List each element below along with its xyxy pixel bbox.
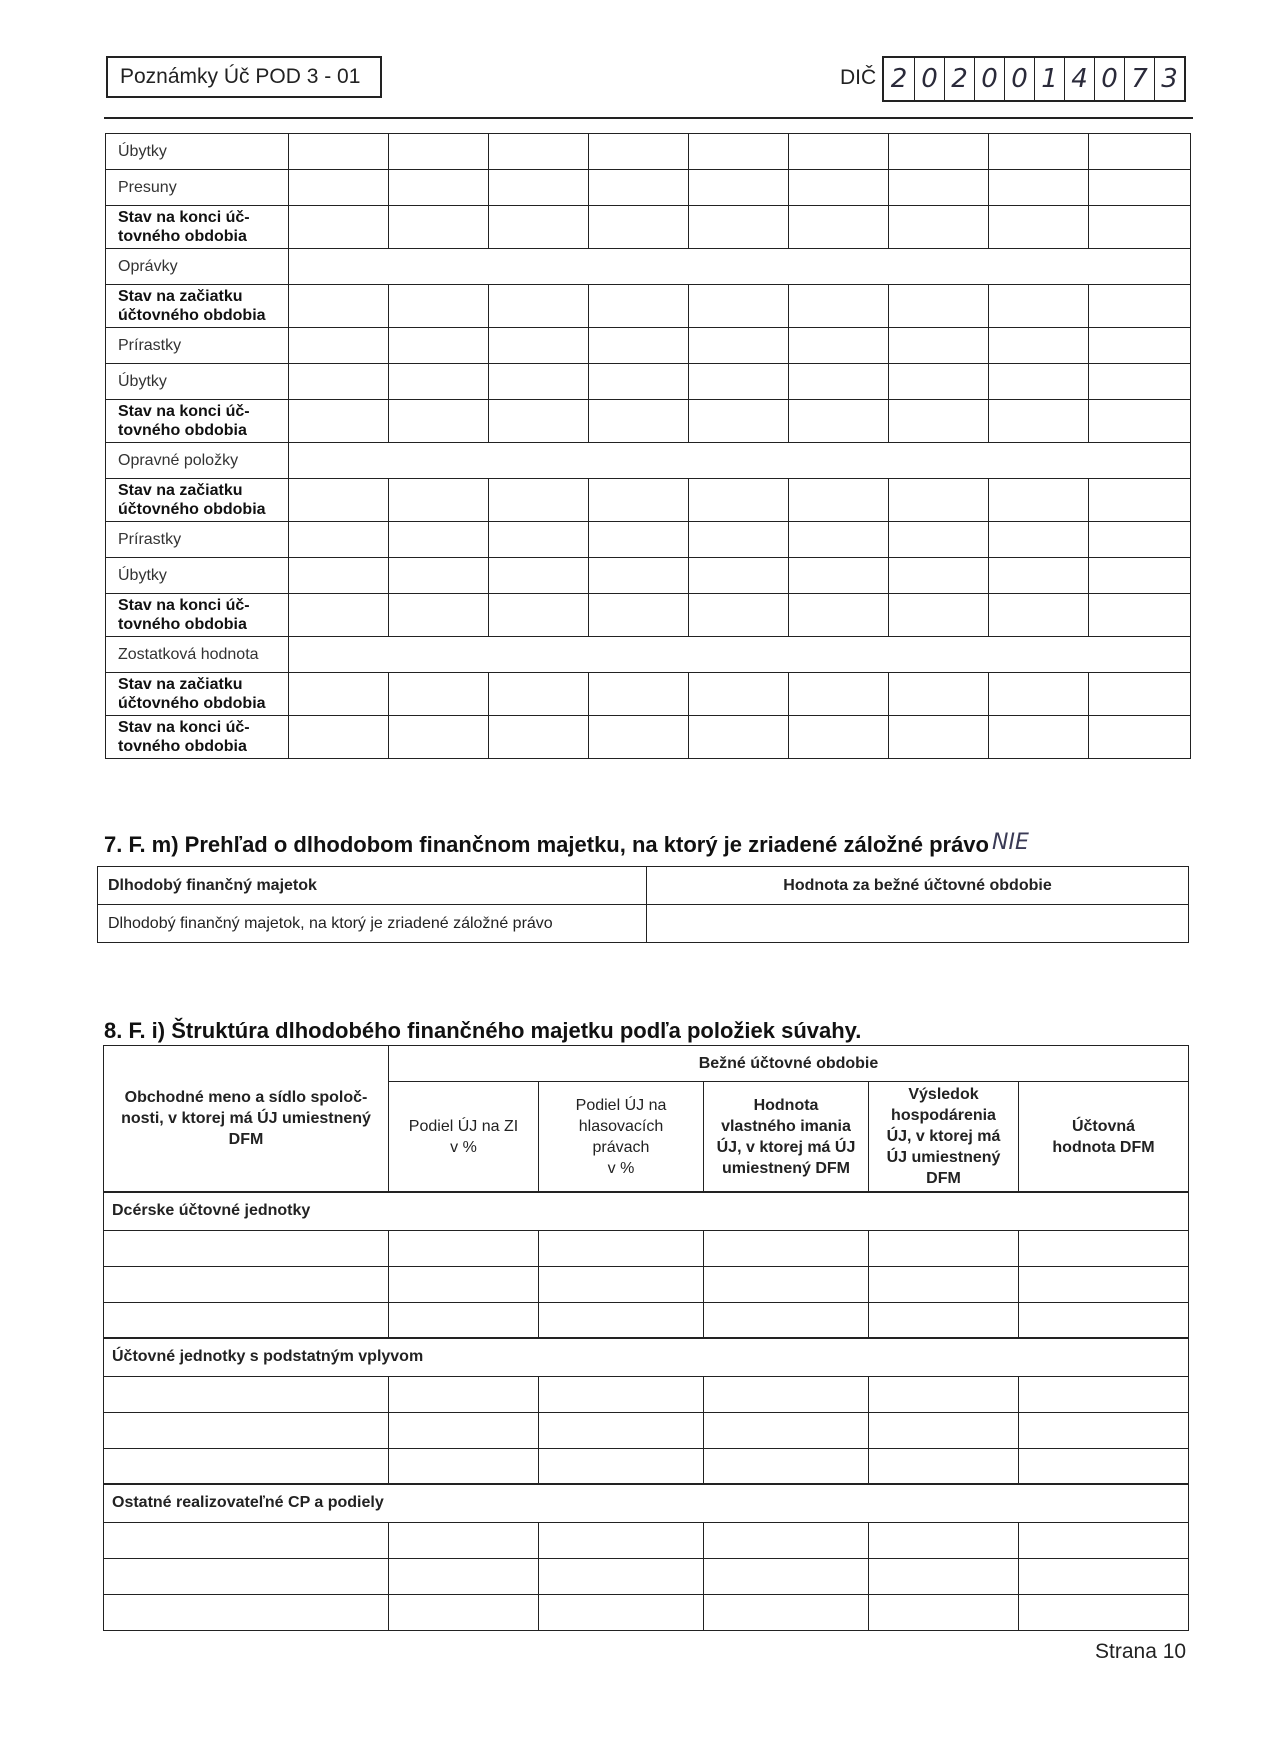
value-cell[interactable] [789, 206, 889, 249]
table-row [106, 170, 1191, 206]
value-cell[interactable] [104, 1230, 389, 1266]
value-cell[interactable] [289, 285, 389, 328]
table-row [106, 594, 1191, 637]
value-cell[interactable] [889, 328, 989, 364]
value-cell[interactable] [789, 170, 889, 206]
col-header-value: Hodnota za bežné účtovné obdobie [647, 867, 1189, 905]
value-cell[interactable] [1089, 170, 1191, 206]
value-cell[interactable] [689, 170, 789, 206]
row-label: Stav na začiatku účtovného obdobia [106, 479, 289, 522]
value-cell[interactable] [1089, 479, 1191, 522]
value-cell[interactable] [389, 716, 489, 759]
value-cell[interactable] [1089, 206, 1191, 249]
value-cell[interactable] [989, 364, 1089, 400]
value-cell[interactable] [104, 1594, 389, 1630]
value-cell[interactable] [789, 673, 889, 716]
table-row [104, 1376, 1189, 1412]
value-cell[interactable] [689, 285, 789, 328]
value-cell[interactable] [704, 1448, 869, 1484]
value-cell[interactable] [1089, 594, 1191, 637]
table-row [106, 637, 1191, 673]
value-cell[interactable] [589, 479, 689, 522]
value-cell[interactable] [589, 206, 689, 249]
value-cell[interactable] [389, 400, 489, 443]
value-cell[interactable] [889, 522, 989, 558]
section-spacer-cell [289, 637, 1191, 673]
row-label: Prírastky [106, 328, 289, 364]
value-cell[interactable] [489, 328, 589, 364]
value-cell[interactable] [389, 206, 489, 249]
table-row [104, 1302, 1189, 1338]
value-cell[interactable] [1089, 522, 1191, 558]
value-cell[interactable] [789, 479, 889, 522]
value-cell[interactable] [389, 1594, 539, 1630]
value-cell[interactable] [704, 1230, 869, 1266]
value-cell[interactable] [869, 1558, 1019, 1594]
value-cell[interactable] [889, 134, 989, 170]
dic-digit: 2 [944, 58, 974, 100]
row-label: Oprávky [106, 249, 289, 285]
value-cell[interactable] [104, 1302, 389, 1338]
group-label: Ostatné realizovateľné CP a podiely [104, 1484, 1189, 1522]
table-row [104, 1412, 1189, 1448]
value-cell[interactable] [389, 364, 489, 400]
row-label-pledged: Dlhodobý finančný majetok, na ktorý je zriadené záložné právo [98, 905, 647, 943]
value-cell[interactable] [869, 1522, 1019, 1558]
row-label: Stav na konci úč- tovného obdobia [106, 594, 289, 637]
value-cell[interactable] [539, 1522, 704, 1558]
value-cell[interactable] [589, 400, 689, 443]
form-title: Poznámky Úč POD 3 - 01 [106, 56, 382, 98]
row-label: Opravné položky [106, 443, 289, 479]
value-cell[interactable] [289, 594, 389, 637]
value-cell[interactable] [689, 400, 789, 443]
value-cell[interactable] [889, 170, 989, 206]
value-cell[interactable] [1019, 1448, 1189, 1484]
value-cell[interactable] [1089, 364, 1191, 400]
section-spacer-cell [289, 443, 1191, 479]
group-label: Účtovné jednotky s podstatným vplyvom [104, 1338, 1189, 1376]
col-header-equity: Hodnota vlastného imania ÚJ, v ktorej má ÚJ umiestnený DFM [704, 1082, 869, 1193]
value-cell[interactable] [704, 1594, 869, 1630]
value-cell[interactable] [1089, 716, 1191, 759]
value-cell[interactable] [869, 1412, 1019, 1448]
value-cell[interactable] [589, 594, 689, 637]
value-cell[interactable] [539, 1376, 704, 1412]
dic-digit: 7 [1124, 58, 1154, 100]
value-cell[interactable] [789, 134, 889, 170]
value-cell[interactable] [489, 522, 589, 558]
dic-label: DIČ [840, 66, 877, 89]
value-cell[interactable] [389, 1522, 539, 1558]
value-cell[interactable] [389, 1376, 539, 1412]
table-row [106, 443, 1191, 479]
value-cell[interactable] [389, 479, 489, 522]
value-cell[interactable] [389, 1448, 539, 1484]
value-cell[interactable] [489, 400, 589, 443]
value-cell[interactable] [989, 170, 1089, 206]
cell-pledged-value[interactable] [647, 905, 1189, 943]
period-header: Bežné účtovné obdobie [389, 1046, 1189, 1082]
table-row [106, 249, 1191, 285]
table-row [106, 400, 1191, 443]
dic-digit: 0 [974, 58, 1004, 100]
value-cell[interactable] [1019, 1376, 1189, 1412]
pledged-assets-table [97, 866, 1189, 943]
value-cell[interactable] [989, 400, 1089, 443]
value-cell[interactable] [104, 1448, 389, 1484]
value-cell[interactable] [704, 1266, 869, 1302]
value-cell[interactable] [489, 558, 589, 594]
table-row [106, 673, 1191, 716]
value-cell[interactable] [589, 285, 689, 328]
col-header-book-value: Účtovná hodnota DFM [1019, 1082, 1189, 1193]
value-cell[interactable] [489, 364, 589, 400]
value-cell[interactable] [389, 1230, 539, 1266]
value-cell[interactable] [789, 594, 889, 637]
value-cell[interactable] [989, 134, 1089, 170]
value-cell[interactable] [889, 285, 989, 328]
value-cell[interactable] [789, 522, 889, 558]
value-cell[interactable] [989, 673, 1089, 716]
row-label: Stav na konci úč- tovného obdobia [106, 716, 289, 759]
value-cell[interactable] [389, 1266, 539, 1302]
value-cell[interactable] [289, 558, 389, 594]
row-label: Presuny [106, 170, 289, 206]
dic-digit: 0 [914, 58, 944, 100]
value-cell[interactable] [1019, 1230, 1189, 1266]
value-cell[interactable] [539, 1558, 704, 1594]
value-cell[interactable] [589, 558, 689, 594]
value-cell[interactable] [539, 1266, 704, 1302]
value-cell[interactable] [289, 206, 389, 249]
row-label: Stav na konci úč- tovného obdobia [106, 206, 289, 249]
dic-digit: 0 [1094, 58, 1124, 100]
row-label: Stav na začiatku účtovného obdobia [106, 285, 289, 328]
table-row [106, 328, 1191, 364]
value-cell[interactable] [889, 479, 989, 522]
value-cell[interactable] [869, 1594, 1019, 1630]
value-cell[interactable] [1089, 134, 1191, 170]
row-label: Úbytky [106, 134, 289, 170]
value-cell[interactable] [289, 479, 389, 522]
value-cell[interactable] [889, 716, 989, 759]
value-cell[interactable] [389, 594, 489, 637]
value-cell[interactable] [104, 1376, 389, 1412]
value-cell[interactable] [704, 1522, 869, 1558]
value-cell[interactable] [989, 558, 1089, 594]
group-row [104, 1192, 1189, 1230]
value-cell[interactable] [1019, 1558, 1189, 1594]
value-cell[interactable] [289, 328, 389, 364]
value-cell[interactable] [289, 673, 389, 716]
table-row [106, 285, 1191, 328]
col-header-company: Obchodné meno a sídlo spoloč- nosti, v ktorej má ÚJ umiestnený DFM [104, 1046, 389, 1193]
dic-digit: 1 [1034, 58, 1064, 100]
value-cell[interactable] [389, 170, 489, 206]
value-cell[interactable] [989, 328, 1089, 364]
col-header-share-zi: Podiel ÚJ na ZI v % [389, 1082, 539, 1193]
value-cell[interactable] [889, 364, 989, 400]
value-cell[interactable] [704, 1376, 869, 1412]
value-cell[interactable] [589, 364, 689, 400]
value-cell[interactable] [104, 1558, 389, 1594]
value-cell[interactable] [869, 1448, 1019, 1484]
value-cell[interactable] [889, 673, 989, 716]
value-cell[interactable] [689, 364, 789, 400]
value-cell[interactable] [869, 1230, 1019, 1266]
value-cell[interactable] [989, 285, 1089, 328]
value-cell[interactable] [1019, 1522, 1189, 1558]
table-row [106, 206, 1191, 249]
section-7-title: 7. F. m) Prehľad o dlhodobom finančnom majetku, na ktorý je zriadené záložné právo [104, 832, 989, 857]
value-cell[interactable] [539, 1230, 704, 1266]
value-cell[interactable] [689, 134, 789, 170]
value-cell[interactable] [689, 328, 789, 364]
value-cell[interactable] [689, 206, 789, 249]
value-cell[interactable] [489, 716, 589, 759]
value-cell[interactable] [789, 716, 889, 759]
value-cell[interactable] [869, 1266, 1019, 1302]
value-cell[interactable] [889, 400, 989, 443]
group-row [104, 1338, 1189, 1376]
value-cell[interactable] [489, 479, 589, 522]
col-header-voting: Podiel ÚJ na hlasovacích právach v % [539, 1082, 704, 1193]
value-cell[interactable] [1089, 558, 1191, 594]
value-cell[interactable] [104, 1266, 389, 1302]
value-cell[interactable] [869, 1376, 1019, 1412]
value-cell[interactable] [539, 1302, 704, 1338]
value-cell[interactable] [489, 206, 589, 249]
page-number: Strana 10 [1095, 1640, 1187, 1663]
value-cell[interactable] [789, 400, 889, 443]
value-cell[interactable] [689, 479, 789, 522]
value-cell[interactable] [989, 522, 1089, 558]
row-label: Úbytky [106, 558, 289, 594]
value-cell[interactable] [989, 206, 1089, 249]
table-row [106, 716, 1191, 759]
value-cell[interactable] [589, 170, 689, 206]
value-cell[interactable] [689, 522, 789, 558]
section-spacer-cell [289, 249, 1191, 285]
table-row [104, 1266, 1189, 1302]
value-cell[interactable] [389, 522, 489, 558]
dic-digit: 3 [1154, 58, 1184, 100]
value-cell[interactable] [789, 285, 889, 328]
value-cell[interactable] [1019, 1412, 1189, 1448]
table-row [104, 1448, 1189, 1484]
table-row [106, 479, 1191, 522]
value-cell[interactable] [689, 594, 789, 637]
value-cell[interactable] [589, 134, 689, 170]
value-cell[interactable] [104, 1522, 389, 1558]
value-cell[interactable] [389, 134, 489, 170]
value-cell[interactable] [489, 285, 589, 328]
value-cell[interactable] [1089, 285, 1191, 328]
value-cell[interactable] [1089, 673, 1191, 716]
value-cell[interactable] [489, 170, 589, 206]
value-cell[interactable] [389, 1558, 539, 1594]
col-header-result: Výsledok hospodárenia ÚJ, v ktorej má ÚJ umiestnený DFM [869, 1082, 1019, 1193]
value-cell[interactable] [689, 673, 789, 716]
group-label: Dcérske účtovné jednotky [104, 1192, 1189, 1230]
row-label: Stav na začiatku účtovného obdobia [106, 673, 289, 716]
table-row [106, 558, 1191, 594]
value-cell[interactable] [869, 1302, 1019, 1338]
value-cell[interactable] [989, 479, 1089, 522]
value-cell[interactable] [589, 328, 689, 364]
value-cell[interactable] [789, 364, 889, 400]
value-cell[interactable] [704, 1412, 869, 1448]
value-cell[interactable] [539, 1448, 704, 1484]
table-row [104, 1558, 1189, 1594]
value-cell[interactable] [704, 1558, 869, 1594]
value-cell[interactable] [789, 328, 889, 364]
value-cell[interactable] [539, 1412, 704, 1448]
row-label: Prírastky [106, 522, 289, 558]
table-row [106, 364, 1191, 400]
value-cell[interactable] [1089, 328, 1191, 364]
value-cell[interactable] [589, 673, 689, 716]
value-cell[interactable] [1019, 1302, 1189, 1338]
asset-movement-table [105, 133, 1191, 759]
value-cell[interactable] [289, 716, 389, 759]
dfm-structure-table [103, 1045, 1189, 1631]
header-divider [104, 117, 1193, 119]
value-cell[interactable] [289, 170, 389, 206]
value-cell[interactable] [289, 134, 389, 170]
value-cell[interactable] [889, 594, 989, 637]
table-row [106, 134, 1191, 170]
value-cell[interactable] [1089, 400, 1191, 443]
value-cell[interactable] [389, 673, 489, 716]
value-cell[interactable] [389, 328, 489, 364]
value-cell[interactable] [589, 522, 689, 558]
value-cell[interactable] [704, 1302, 869, 1338]
value-cell[interactable] [689, 716, 789, 759]
dic-boxes [882, 56, 1186, 102]
col-header-asset: Dlhodobý finančný majetok [98, 867, 647, 905]
row-label: Zostatková hodnota [106, 637, 289, 673]
value-cell[interactable] [289, 364, 389, 400]
value-cell[interactable] [104, 1412, 389, 1448]
handwritten-note: NIE [992, 830, 1029, 855]
value-cell[interactable] [389, 285, 489, 328]
value-cell[interactable] [489, 673, 589, 716]
value-cell[interactable] [289, 522, 389, 558]
value-cell[interactable] [689, 558, 789, 594]
value-cell[interactable] [989, 594, 1089, 637]
value-cell[interactable] [389, 1412, 539, 1448]
value-cell[interactable] [989, 716, 1089, 759]
value-cell[interactable] [1019, 1266, 1189, 1302]
value-cell[interactable] [389, 558, 489, 594]
dic-digit: 4 [1064, 58, 1094, 100]
value-cell[interactable] [589, 716, 689, 759]
value-cell[interactable] [889, 558, 989, 594]
table-row [106, 522, 1191, 558]
value-cell[interactable] [1019, 1594, 1189, 1630]
value-cell[interactable] [389, 1302, 539, 1338]
row-label: Úbytky [106, 364, 289, 400]
value-cell[interactable] [789, 558, 889, 594]
value-cell[interactable] [489, 594, 589, 637]
value-cell[interactable] [889, 206, 989, 249]
table-row [104, 1594, 1189, 1630]
group-row [104, 1484, 1189, 1522]
table-row [104, 1522, 1189, 1558]
section-8-title: 8. F. i) Štruktúra dlhodobého finančného majetku podľa položiek súvahy. [104, 1018, 862, 1043]
dic-digit: 0 [1004, 58, 1034, 100]
row-label: Stav na konci úč- tovného obdobia [106, 400, 289, 443]
table-row [104, 1230, 1189, 1266]
value-cell[interactable] [539, 1594, 704, 1630]
dic-digit: 2 [890, 64, 908, 94]
value-cell[interactable] [289, 400, 389, 443]
value-cell[interactable] [489, 134, 589, 170]
